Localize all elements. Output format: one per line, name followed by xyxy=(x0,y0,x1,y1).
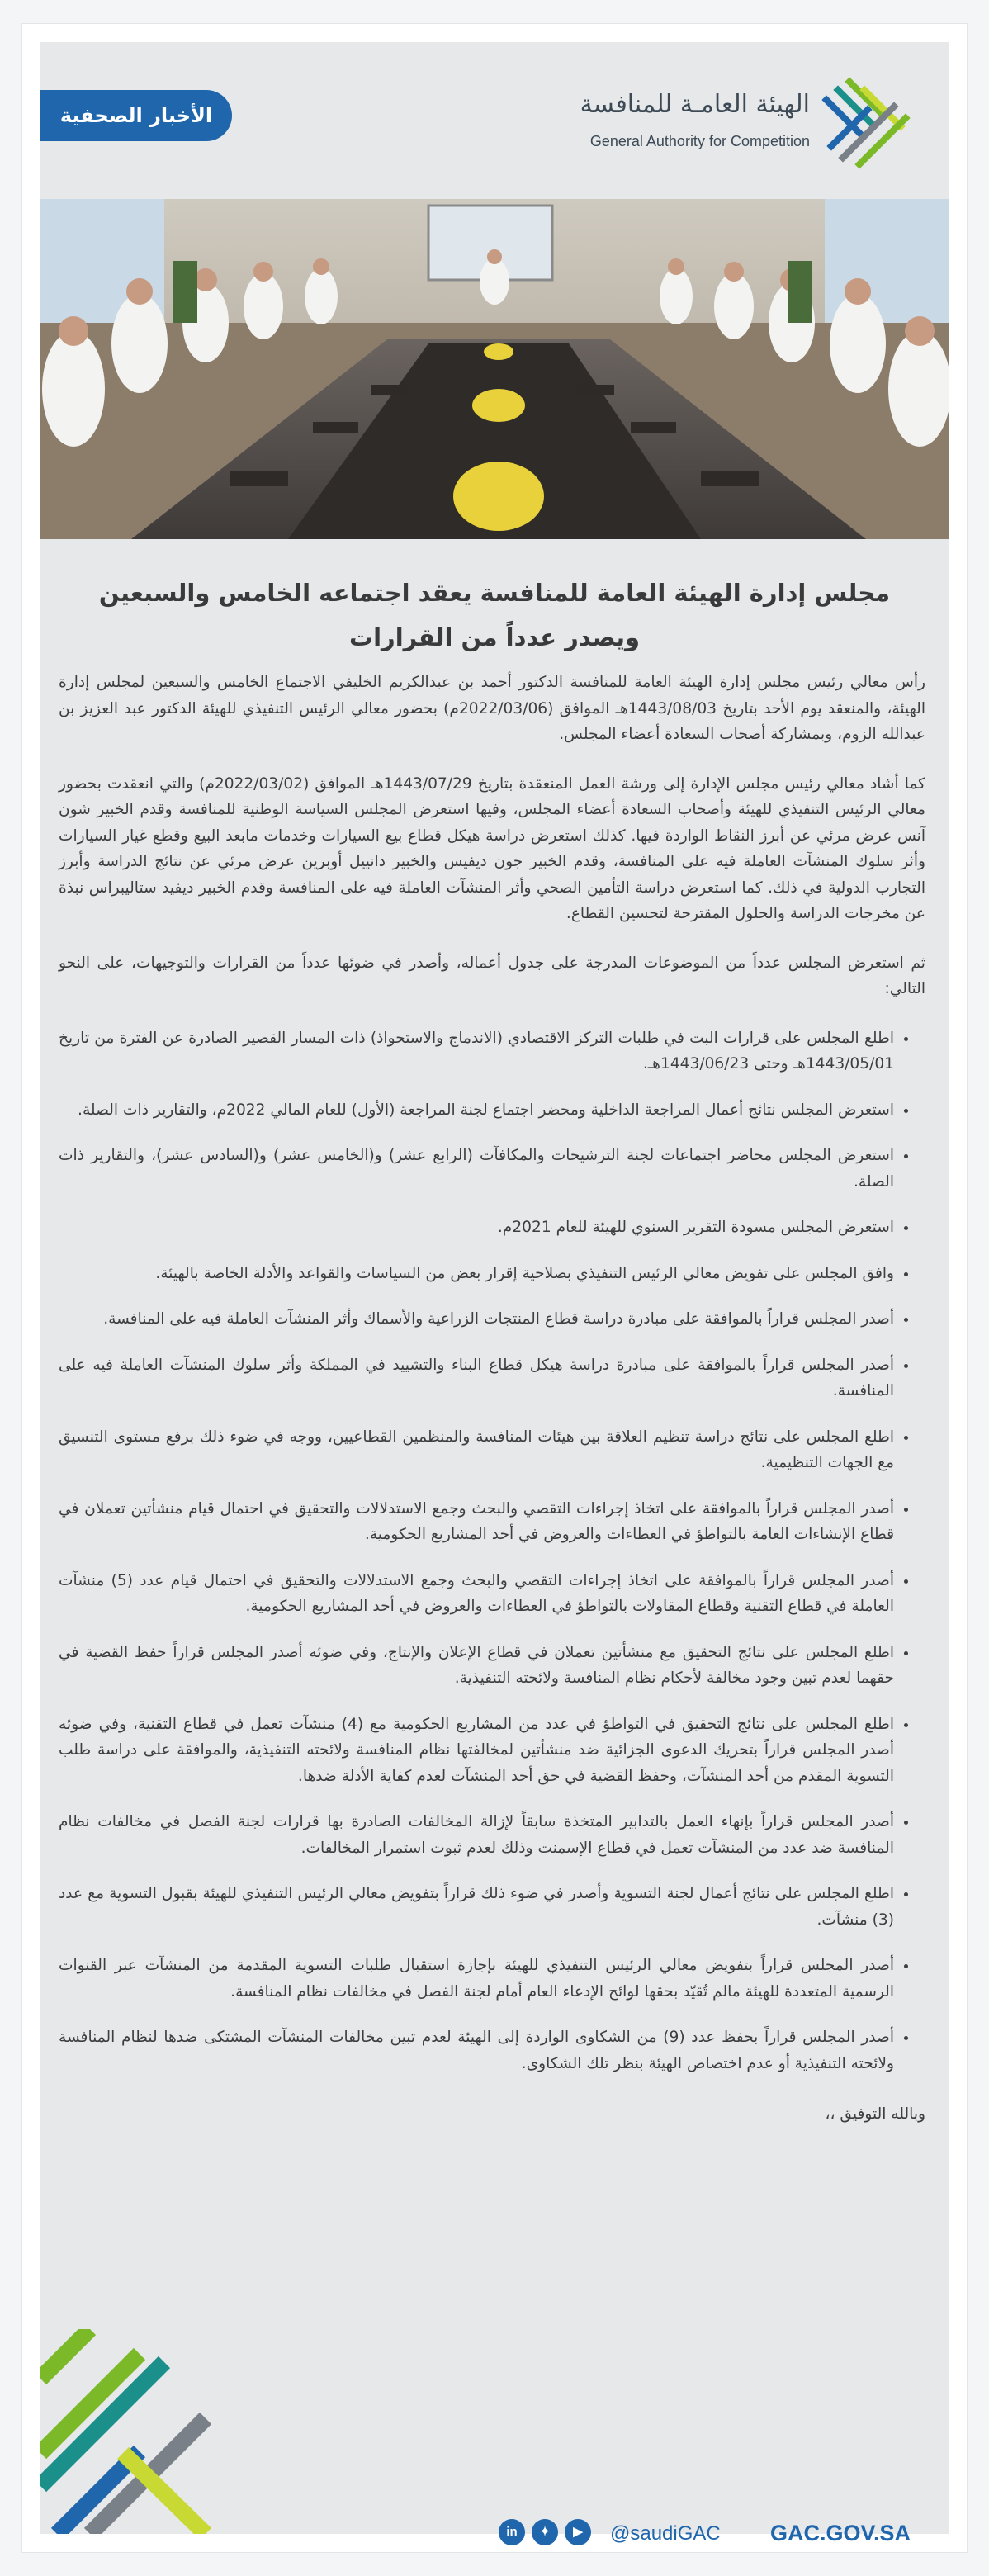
paragraph: ثم استعرض المجلس عدداً من الموضوعات المدرجة على جدول أعماله، وأصدر في ضوئها عدداً من القرارات والتوجيهات، على النحو التالي: xyxy=(59,954,925,997)
logo-arabic-name: الهيئة العامـة للمنافسة xyxy=(580,90,810,119)
title-line-2: ويصدر عدداً من القرارات xyxy=(348,623,641,651)
twitter-icon[interactable]: ✦ xyxy=(532,2519,558,2545)
social-handle[interactable]: @saudiGAC xyxy=(610,2522,721,2545)
list-item: • أصدر المجلس قراراً بالموافقة على مبادرة دراسة هيكل قطاع البناء والتشييد في المملكة وأثر سلوك المنشآت العاملة فيه على المنافسة. xyxy=(59,1352,894,1404)
title-line-1: مجلس إدارة الهيئة العامة للمنافسة يعقد اجتماعه الخامس والسبعين xyxy=(98,579,891,607)
press-news-tag: الأخبار الصحفية xyxy=(40,90,232,141)
youtube-icon[interactable]: ▶ xyxy=(565,2519,591,2545)
list-item: • أصدر المجلس قراراً بالموافقة على اتخاذ إجراءات التقصي والبحث وجمع الاستدلالات والتحقيق في احتمال قيام منشأتين تعملان في قطاع الإنشاءات العامة بالتواطؤ في العطاءات والعروض في أحد المشاريع الحكومية. xyxy=(59,1496,894,1548)
press-release-card xyxy=(21,23,968,2553)
article-body xyxy=(59,670,925,2151)
list-item: • اطلع المجلس على نتائج دراسة تنظيم العلاقة بين هيئات المنافسة والمنظمين القطاعيين، ووجه في ضوء ذلك برفع مستوى التنسيق مع الجهات التنظيمية. xyxy=(59,1424,894,1476)
header xyxy=(40,42,949,199)
list-item: • أصدر المجلس قراراً بالموافقة على اتخاذ إجراءات التقصي والبحث وجمع الاستدلالات والتحقيق في احتمال قيام عدد (5) منشآت العاملة في قطاع التقنية وقطاع المقاولات بالتواطؤ في العطاءات والعروض في أحد المشاريع الحكومية. xyxy=(59,1568,894,1620)
decisions-list xyxy=(59,1025,925,2077)
boardroom-meeting-photo xyxy=(40,199,949,539)
linkedin-icon[interactable]: in xyxy=(499,2519,525,2545)
website-link[interactable]: GAC.GOV.SA xyxy=(769,2521,911,2545)
list-item: • أصدر المجلس قراراً بتفويض معالي الرئيس التنفيذي للهيئة بإجازة استقبال طلبات التسوية المقدمة من المنشآت عبر القنوات الرسمية المتعددة للهيئة مالم تُقيّد بحقها لوائح الإدعاء العام أمام لجنة الفصل في مخالفات نظام المنافسة. xyxy=(59,1953,894,2005)
gac-logo xyxy=(526,75,914,174)
gac-logo-mark-icon xyxy=(818,75,914,171)
list-item: • اطلع المجلس على نتائج التحقيق مع منشأتين تعملان في قطاع الإعلان والإنتاج، وفي ضوئه أصدر المجلس قراراً حفظ القضية في حقهما لعدم تبين وجود مخالفة لأحكام نظام المنافسة ولائحته التنفيذية. xyxy=(59,1640,894,1692)
article-title xyxy=(73,571,916,660)
list-item: • اطلع المجلس على نتائج أعمال لجنة التسوية وأصدر في ضوء ذلك قراراً بتفويض معالي الرئيس التنفيذي للهيئة بقبول التسوية مع عدد (3) منشآت. xyxy=(59,1881,894,1933)
list-item: • اطلع المجلس على نتائج التحقيق في التواطؤ في عدد من المشاريع الحكومية مع (4) منشآت تعمل في قطاع التقنية، وفي ضوئه أصدر المجلس قراراً بتحريك الدعوى الجزائية ضد منشأتين لمخالفتها نظام المنافسة ولائحته التنفيذية، والموافقة على دراسة طلب التسوية المقدم من أحد المنشآت، وحفظ القضية في حق أحد المنشآت لعدم كفاية الأدلة ضدها. xyxy=(59,1712,894,1790)
content-panel xyxy=(40,42,949,2545)
list-item: • اطلع المجلس على قرارات البت في طلبات التركز الاقتصادي (الاندماج والاستحواذ) ذات المسار القصير الصادرة عن الفترة من تاريخ 1443/05/01هـ وحتى 1443/06/23هـ. xyxy=(59,1025,894,1077)
logo-english-name: General Authority for Competition xyxy=(589,133,810,149)
brand-stripes-icon xyxy=(40,2329,239,2534)
list-item: • استعرض المجلس نتائج أعمال المراجعة الداخلية ومحضر اجتماع لجنة المراجعة (الأول) للعام المالي 2022م، والتقارير ذات الصلة. xyxy=(59,1097,894,1124)
list-item: • استعرض المجلس محاضر اجتماعات لجنة الترشيحات والمكافآت (الرابع عشر) و(الخامس عشر) و(السادس عشر)، والتقارير ذات الصلة. xyxy=(59,1143,894,1195)
closing-line: وبالله التوفيق ،، xyxy=(825,2105,925,2123)
list-item: • أصدر المجلس قراراً بالموافقة على مبادرة دراسة قطاع المنتجات الزراعية والأسماك وأثر المنشآت العاملة فيه على المنافسة. xyxy=(59,1306,894,1333)
footer xyxy=(40,2329,949,2545)
social-links xyxy=(499,2519,598,2547)
paragraph: كما أشاد معالي رئيس مجلس الإدارة إلى ورشة العمل المنعقدة بتاريخ 1443/07/29هـ الموافق (2022/03/02م) والتي انعقدت بحضور معالي الرئيس التنفيذي للهيئة وأصحاب السعادة أعضاء المجلس، وفيها استعرض المجلس السياسة الوطنية للمنافسة وقدم الخبير شون آنس عرض مرئي عن أبرز النقاط الواردة فيها. كذلك استعرض دراسة هيكل قطاع بيع السيارات وخدمات مابعد البيع وقطع غيار السيارات وأثر سلوك المنشآت العاملة فيه على المنافسة، وقدم الخبير جون ديفيس والخبير دانييل أوبرين عرض مرئي عن نتائج الدراسة وأبرز التجارب الدولية في ذلك. كما استعرض دراسة التأمين الصحي وأثر المنشآت العاملة فيه على المنافسة وقدم الخبير ديفيد ستاليبراس نبذة عن مخرجات الدراسة والحلول المقترحة لتحسين القطاع. xyxy=(59,774,926,922)
list-item: • استعرض المجلس مسودة التقرير السنوي للهيئة للعام 2021م. xyxy=(59,1215,894,1241)
list-item: • أصدر المجلس قراراً بحفظ عدد (9) من الشكاوى الواردة إلى الهيئة لعدم تبين مخالفات المنشآت المشتكى ضدها لنظام المنافسة ولائحته التنفيذية أو عدم اختصاص الهيئة بنظر تلك الشكاوى. xyxy=(59,2024,894,2076)
paragraph: رأس معالي رئيس مجلس إدارة الهيئة العامة للمنافسة الدكتور أحمد بن عبدالكريم الخليفي الاجتماع الخامس والسبعين لمجلس إدارة الهيئة، والمنعقد يوم الأحد بتاريخ 1443/08/03هـ الموافق (2022/03/06م) بحضور معالي الرئيس التنفيذي للهيئة الدكتور عبد العزيز بن عبدالله الزوم، وبمشاركة أصحاب السعادة أعضاء المجلس. xyxy=(59,674,925,743)
list-item: • أصدر المجلس قراراً بإنهاء العمل بالتدابير المتخذة سابقاً لإزالة المخالفات الصادرة بها قرارات لجنة الفصل في مخالفات نظام المنافسة ضد عدد من المنشآت تعمل في قطاع الإسمنت وذلك لعدم ثبوت استمرار المخالفات. xyxy=(59,1809,894,1861)
list-item: • وافق المجلس على تفويض معالي الرئيس التنفيذي بصلاحية إقرار بعض من السياسات والقواعد والأدلة الخاصة بالهيئة. xyxy=(59,1261,894,1287)
